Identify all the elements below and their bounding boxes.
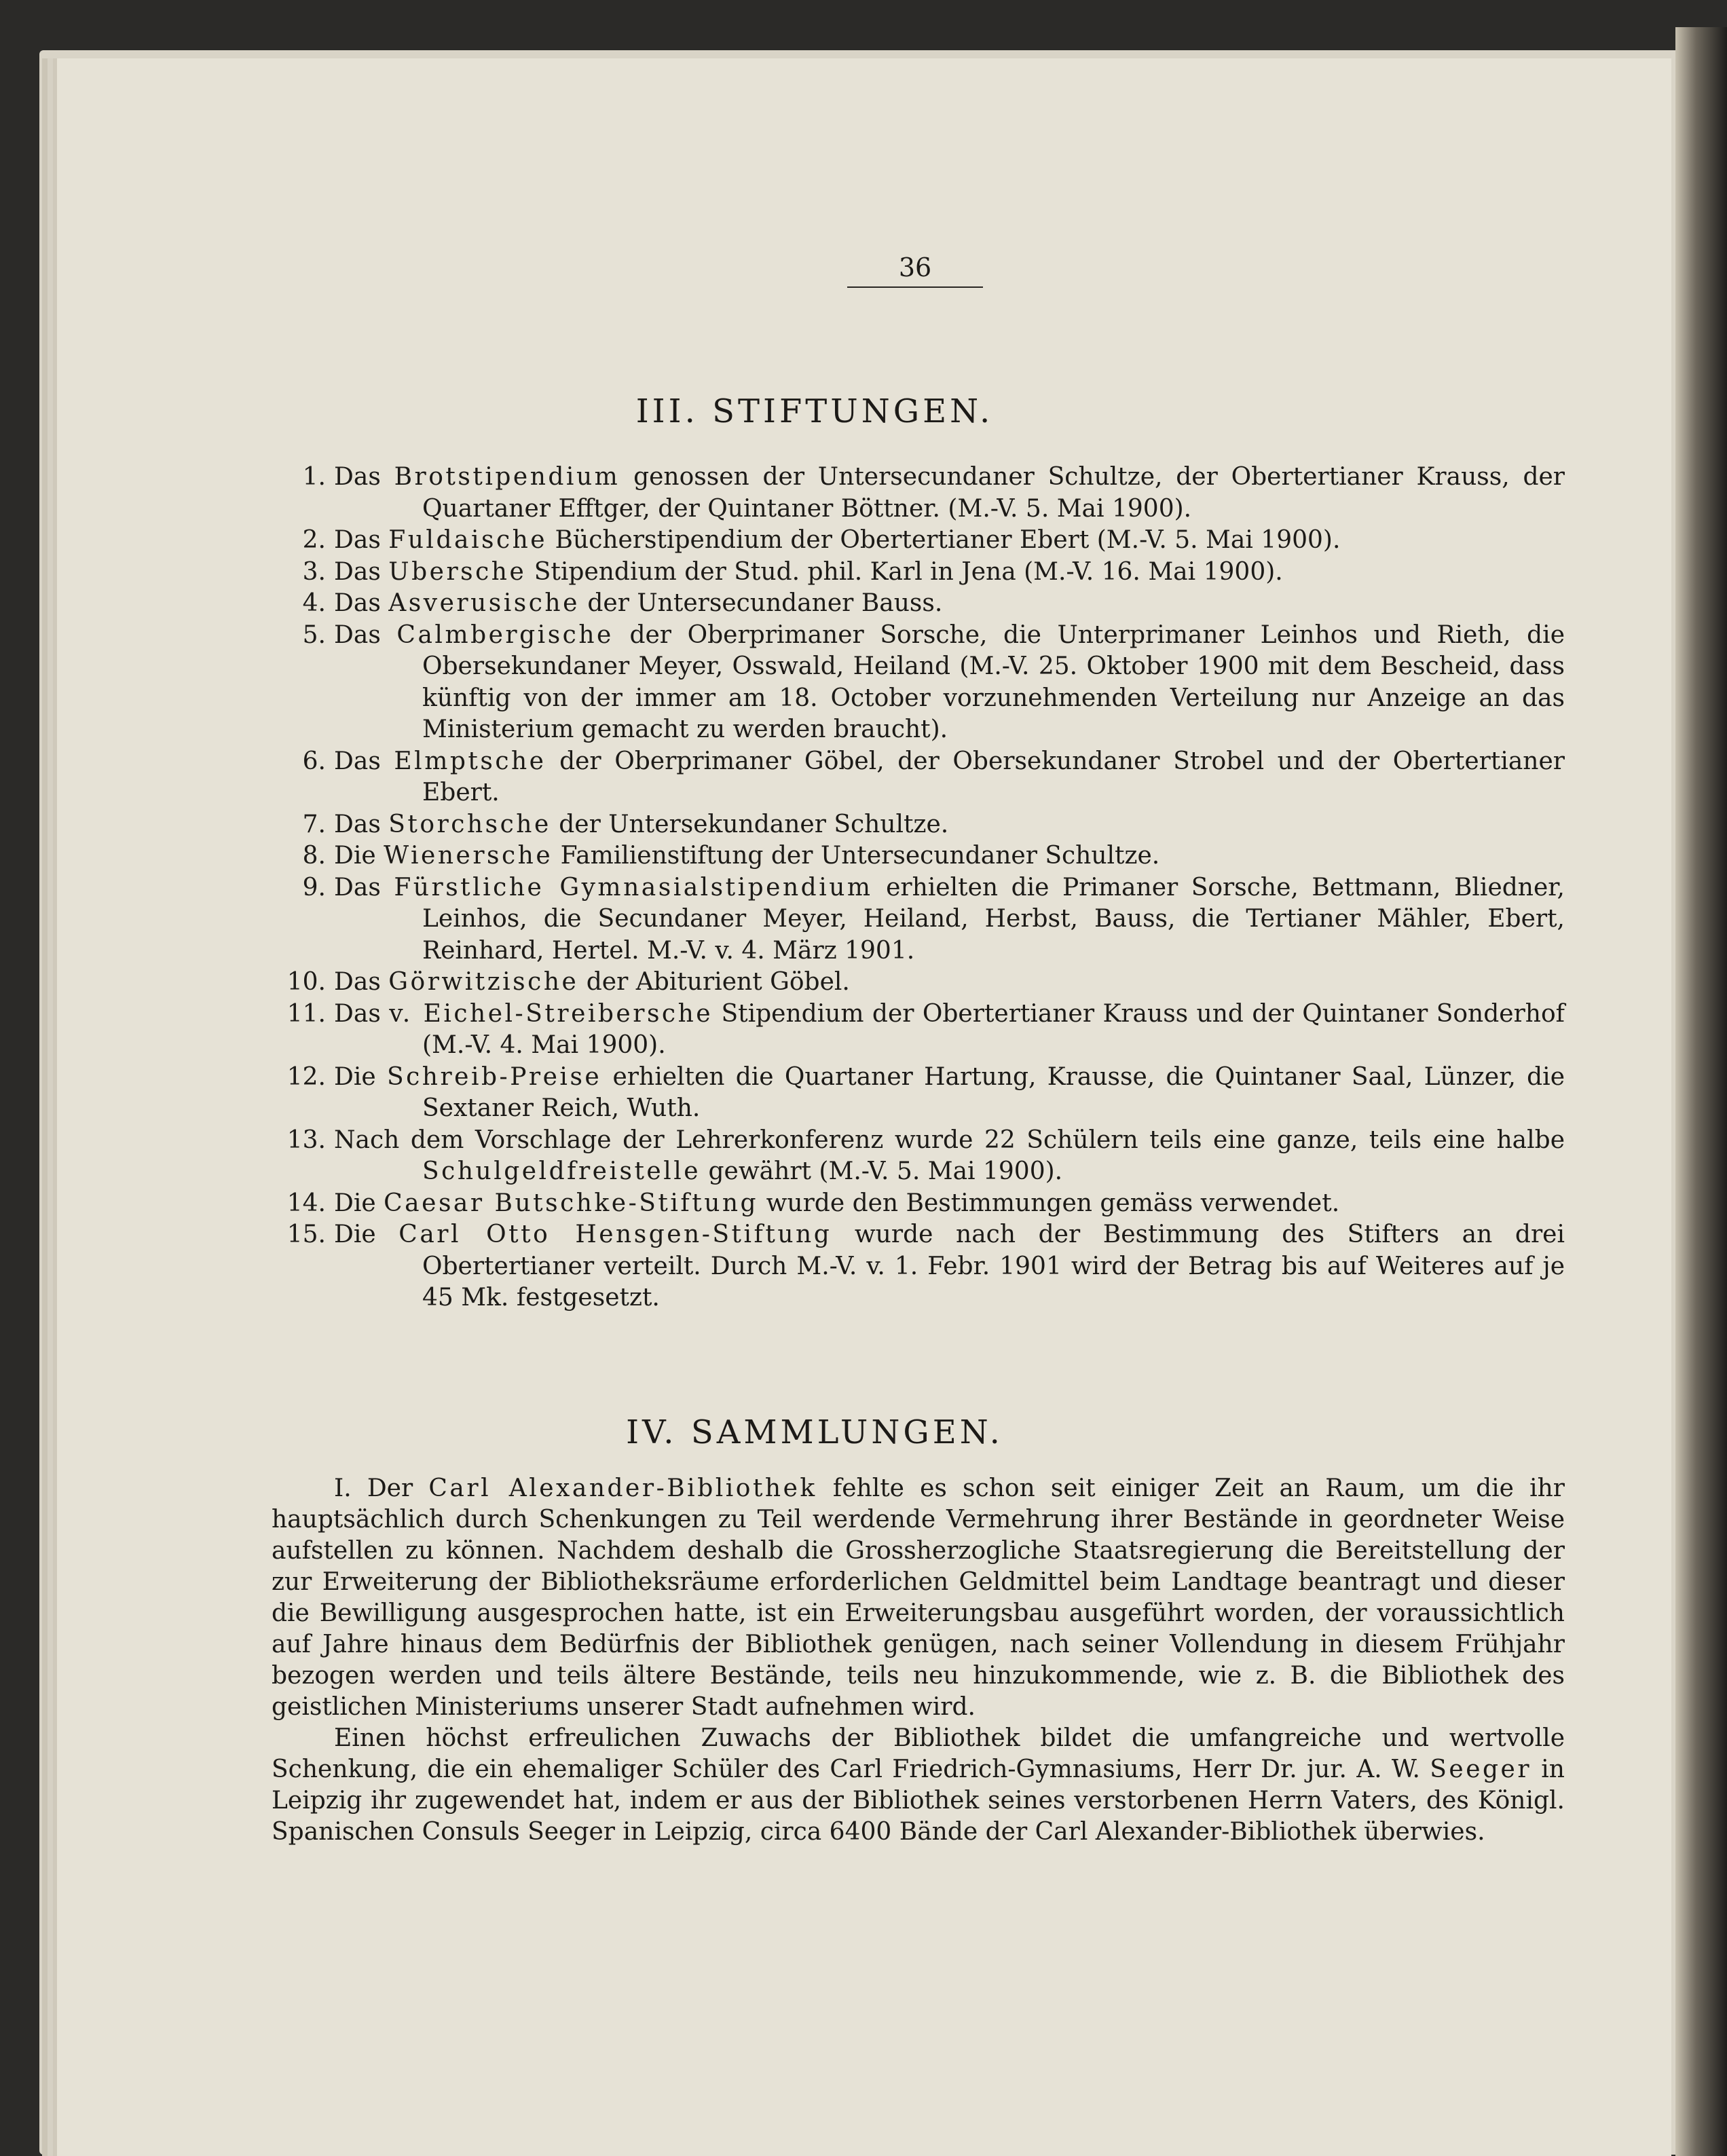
- list-item: 14. Die Caesar Butschke-Stiftung wurde den Bestimmungen gemäss verwendet.: [286, 1189, 1340, 1217]
- list-item: 12. Die Schreib-Preise erhielten die Quartaner Hartung, Krausse, die Quintaner Saal, Lünzer, die Sextaner Reich, Wuth.: [286, 1062, 1565, 1122]
- list-item: 11. Das v. Eichel-Streibersche Stipendium der Obertertianer Krauss und der Quintaner Sonderhof (M.-V. 4. Mai 1900).: [286, 999, 1565, 1059]
- list-item: 4. Das Asverusische der Untersecundaner Bauss.: [302, 589, 943, 617]
- list-item: 6. Das Elmptsche der Oberprimaner Göbel, der Obersekundaner Strobel und der Obertertianer Ebert.: [302, 747, 1565, 806]
- list-item: 7. Das Storchsche der Untersekundaner Schultze.: [302, 810, 949, 838]
- list-item: 1. Das Brotstipendium genossen der Untersecundaner Schultze, der Obertertianer Krauss, der Quartaner Efftger, der Quintaner Böttner. (M.-V. 5. Mai 1900).: [302, 463, 1565, 523]
- paragraph-schenkung: Einen höchst erfreulichen Zuwachs der Bibliothek bildet die umfangreiche und wertvolle Schenkung, die ein ehemaliger Schüler des Carl Friedrich-Gymnasiums, Herr Dr. jur. A. W. Seeger in Leipzig ihr zugewendet hat, indem er aus der Bibliothek seines verstorbenen Herrn Vaters, des Königl. Spanischen Consuls Seeger in Leipzig, circa 6400 Bände der Carl Alexander-Bibliothek überwies.: [272, 1724, 1565, 1846]
- paragraph-bibliothek: I. Der Carl Alexander-Bibliothek fehlte es schon seit einiger Zeit an Raum, um die ihr hauptsächlich durch Schenkungen zu Teil werdende Vermehrung ihrer Bestände in geordneter Weise aufstellen zu können. Nachdem deshalb die Grossherzogliche Staatsregierung die Bereitstellung der zur Erweiterung der Bibliotheksräume erforderlichen Geldmittel beim Landtage beantragt und dieser die Bewilligung ausgesprochen hatte, ist ein Erweiterungsbau ausgeführt worden, der voraussichtlich auf Jahre hinaus dem Bedürfnis der Bibliothek genügen, nach seiner Vollendung in diesem Frühjahr bezogen werden und teils ältere Bestände, teils neu hinzukommende, wie z. B. die Bibliothek des geistlichen Ministeriums unserer Stadt aufnehmen wird.: [272, 1474, 1565, 1721]
- book-spine: [1675, 27, 1727, 2156]
- list-item: 15. Die Carl Otto Hensgen-Stiftung wurde nach der Bestimmung des Stifters an drei Obertertianer verteilt. Durch M.-V. v. 1. Febr. 1901 wird der Betrag bis auf Weiteres auf je 45 Mk. festgesetzt.: [286, 1221, 1565, 1312]
- section-heading-sammlungen: IV. SAMMLUNGEN.: [626, 1413, 1003, 1451]
- section-heading-stiftungen: III. STIFTUNGEN.: [635, 392, 994, 430]
- stiftungen-list: [272, 462, 1565, 1314]
- list-item: 13. Nach dem Vorschlage der Lehrerkonferenz wurde 22 Schülern teils eine ganze, teils eine halbe Schulgeldfreistelle gewährt (M.-V. 5. Mai 1900).: [286, 1126, 1565, 1185]
- list-item: 5. Das Calmbergische der Oberprimaner Sorsche, die Unterprimaner Leinhos und Rieth, die Obersekundaner Meyer, Osswald, Heiland (M.-V. 25. Oktober 1900 mit dem Bescheid, dass künftig von der immer am 18. October vorzunehmenden Verteilung nur Anzeige an das Ministerium gemacht zu werden braucht).: [302, 620, 1565, 743]
- list-item: 2. Das Fuldaische Bücherstipendium der Obertertianer Ebert (M.-V. 5. Mai 1900).: [302, 526, 1341, 554]
- page-number: 36: [847, 253, 983, 288]
- list-item: 8. Die Wienersche Familienstiftung der Untersecundaner Schultze.: [302, 842, 1160, 870]
- list-item: 10. Das Görwitzische der Abiturient Göbel.: [286, 968, 850, 996]
- list-item: 3. Das Ubersche Stipendium der Stud. phil. Karl in Jena (M.-V. 16. Mai 1900).: [302, 557, 1283, 586]
- list-item: 9. Das Fürstliche Gymnasialstipendium erhielten die Primaner Sorsche, Bettmann, Bliedner, Leinhos, die Secundaner Meyer, Heiland, Herbst, Bauss, die Tertianer Mähler, Ebert, Reinhard, Hertel. M.-V. v. 4. März 1901.: [302, 873, 1565, 965]
- sammlungen-body: [272, 1473, 1565, 1848]
